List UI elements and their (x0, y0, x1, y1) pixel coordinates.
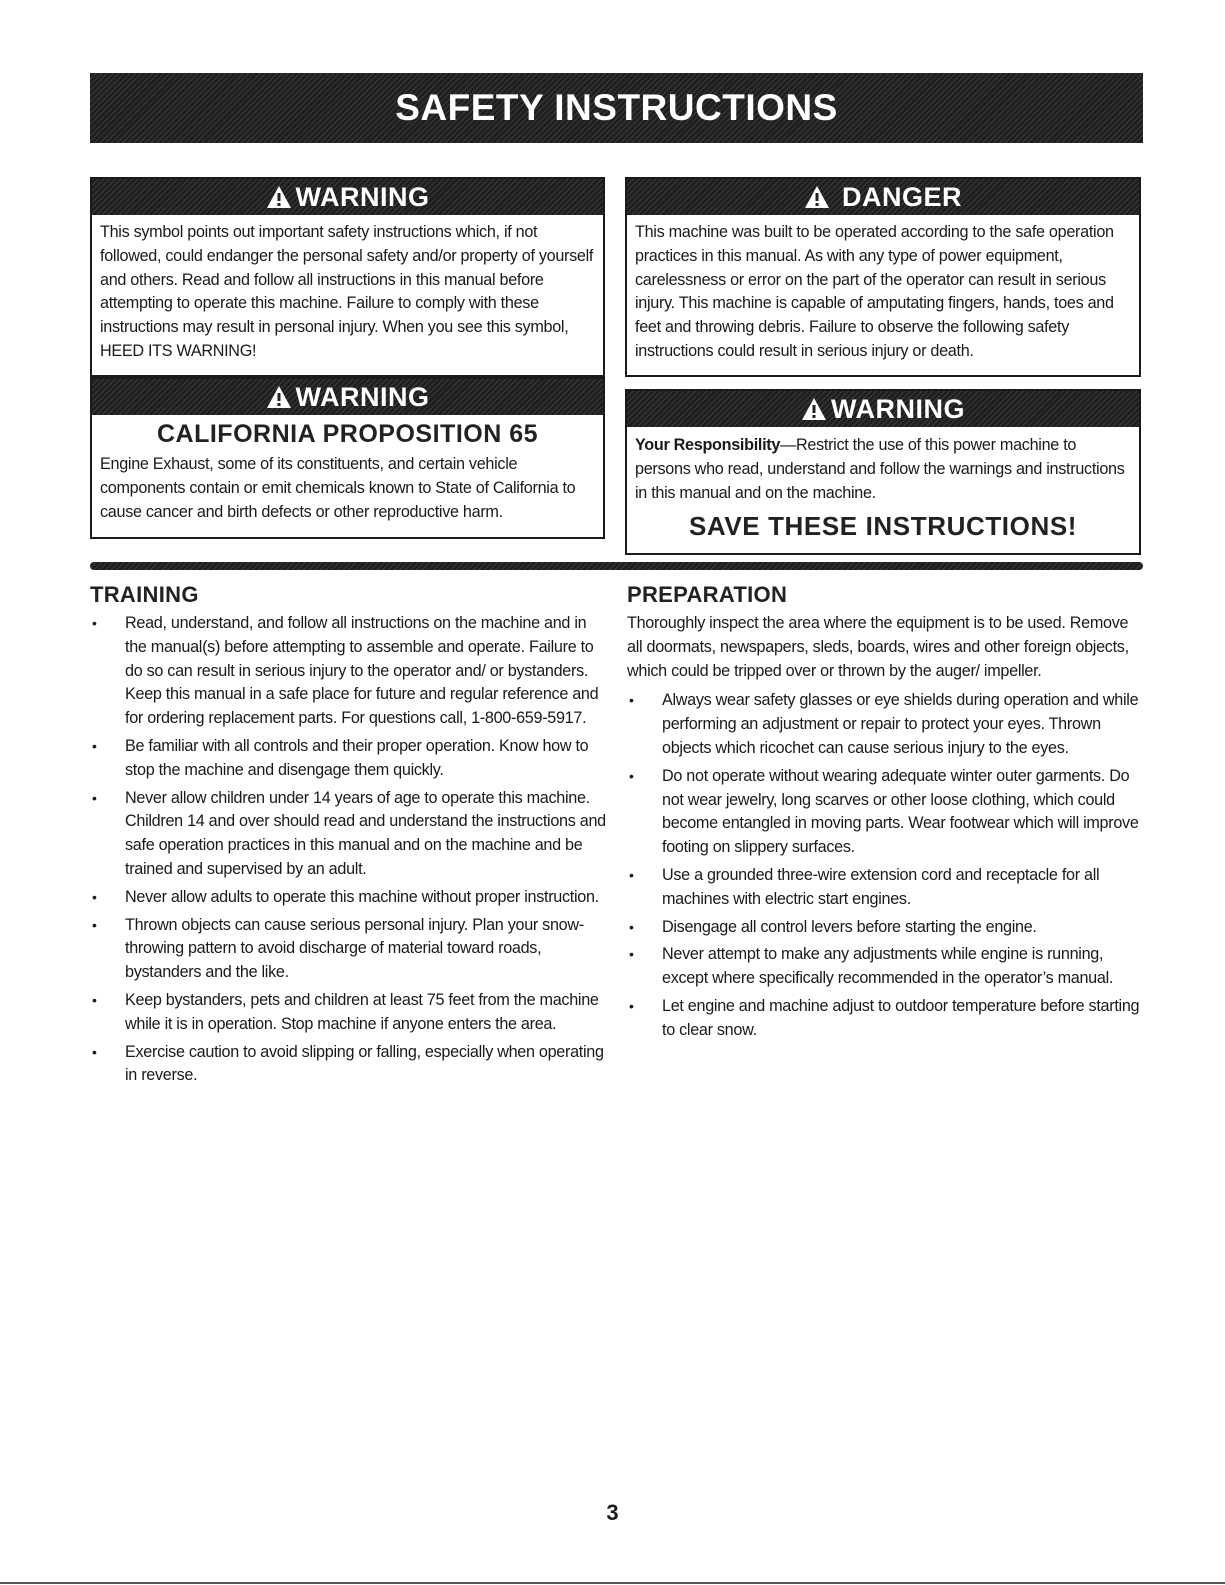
warning-box-text: This symbol points out important safety instructions which, if not followed, could endanger the personal safety and/or property of yourself and others. Read and follow all instructions in this manual before attempting to operate this machine. Failure to comply with these instructions may result in personal injury. When you see this symbol, HEED ITS WARNING! (100, 223, 594, 360)
bullet-icon: • (629, 767, 634, 784)
danger-box-header (627, 179, 1139, 215)
page-title: SAFETY INSTRUCTIONS (395, 87, 838, 128)
responsibility-text (627, 427, 1139, 511)
bullet-icon: • (629, 918, 634, 935)
responsibility-body: —Restrict the use of this power machine to persons who read, understand and follow the warnings and instructions in this manual and on the machine. (635, 436, 1125, 502)
bullet-icon: • (92, 615, 97, 631)
list-item: • Thrown objects can cause serious personal injury. Plan your snow-throwing pattern to avoid discharge of material toward roads, bystanders and the like. (92, 915, 584, 982)
prop65-title: CALIFORNIA PROPOSITION 65 (156, 420, 539, 448)
warning-box-header-label: WARNING (295, 181, 430, 212)
training-title: TRAINING (90, 582, 199, 607)
prop65-box-header (92, 379, 603, 415)
bullet-icon: • (629, 866, 634, 883)
danger-box-text: This machine was built to be operated according to the safe operation practices in this manual. As with any type of power equipment, carelessness or error on the part of the operator can result in serious injury. This machine is capable of amputating fingers, hands, toes and feet and throwing debris. Failure to observe the following safety instructions could result in serious injury or death. (635, 223, 1114, 360)
list-item: • Let engine and machine adjust to outdoor temperature before starting to clear snow. (629, 996, 1140, 1039)
section-divider (90, 562, 1143, 570)
page-bottom-edge (0, 1582, 1225, 1584)
prop65-box (90, 377, 605, 539)
danger-box-header-label: DANGER (841, 181, 962, 212)
page-title-bar (90, 73, 1143, 143)
warning-triangle-icon (804, 185, 830, 209)
bullet-icon: • (92, 888, 97, 905)
list-item: • Never allow children under 14 years of age to operate this machine. Children 14 and over should read and understand the instructions and safe operation practices in this manual and on the machine and be trained and supervised by an adult. (92, 788, 606, 878)
preparation-list (627, 689, 1147, 1042)
bullet-icon: • (629, 692, 634, 709)
list-item: • Exercise caution to avoid slipping or falling, especially when operating in reverse. (92, 1042, 604, 1085)
list-item: • Keep bystanders, pets and children at least 75 feet from the machine while it is in operation. Stop machine if anyone enters the area. (92, 990, 599, 1033)
list-item: • Use a grounded three-wire extension cord and receptacle for all machines with electric start engines. (629, 865, 1100, 908)
list-item: • Never attempt to make any adjustments while engine is running, except where specifically recommended in the operator’s manual. (629, 945, 1114, 988)
bullet-icon: • (629, 946, 634, 963)
warning-triangle-icon (266, 185, 292, 209)
bullet-icon: • (92, 1043, 97, 1060)
list-item: • Disengage all control levers before starting the engine. (627, 916, 1147, 940)
bullet-icon: • (92, 737, 97, 754)
responsibility-box-header (627, 391, 1139, 427)
save-instructions-title: SAVE THESE INSTRUCTIONS! (688, 511, 1078, 542)
warning-box-header (92, 179, 603, 215)
warning-box (90, 177, 605, 377)
list-item: • Never allow adults to operate this machine without proper instruction. (90, 886, 610, 910)
list-item: • Always wear safety glasses or eye shields during operation and while performing an adjustment or repair to protect your eyes. Thrown objects which ricochet can cause serious injury to the eyes. (629, 691, 1139, 757)
responsibility-box-header-label: WARNING (831, 393, 965, 424)
list-item: • Be familiar with all controls and their proper operation. Know how to stop the machine and disengage them quickly. (92, 736, 589, 779)
prop65-box-header-label: WARNING (295, 381, 430, 412)
bullet-icon: • (92, 991, 97, 1008)
bullet-icon: • (629, 997, 634, 1014)
list-item: • Do not operate without wearing adequate winter outer garments. Do not wear jewelry, long scarves or other loose clothing, which could become entangled in moving parts. Wear footwear which will improve footing on slippery surfaces. (629, 766, 1139, 857)
prop65-text: Engine Exhaust, some of its constituents, and certain vehicle components contain or emit chemicals known to State of California to cause cancer and birth defects or other reproductive harm. (100, 455, 576, 521)
danger-box (625, 177, 1141, 377)
training-section (90, 582, 610, 1092)
page-number: 3 (606, 1500, 619, 1525)
responsibility-label: Your Responsibility (635, 436, 781, 454)
responsibility-box (625, 389, 1141, 555)
warning-triangle-icon (801, 397, 827, 421)
preparation-intro: Thoroughly inspect the area where the equipment is to be used. Remove all doormats, newspapers, sleds, boards, wires and other foreign objects, which could be tripped over or thrown by the auger/ impeller. (627, 614, 1129, 680)
list-item: • Read, understand, and follow all instructions on the machine and in the manual(s) before attempting to assemble and operate. Failure to do so can result in serious injury to the operator and/ or bystanders. Keep this manual in a safe place for future and regular reference and for ordering replacement parts. For questions call, 1-800-659-5917. (92, 614, 599, 728)
training-list (90, 612, 610, 1088)
bullet-icon: • (92, 916, 97, 933)
preparation-title: PREPARATION (627, 582, 788, 607)
preparation-section (627, 582, 1147, 1047)
bullet-icon: • (92, 789, 97, 806)
warning-triangle-icon (266, 385, 292, 409)
